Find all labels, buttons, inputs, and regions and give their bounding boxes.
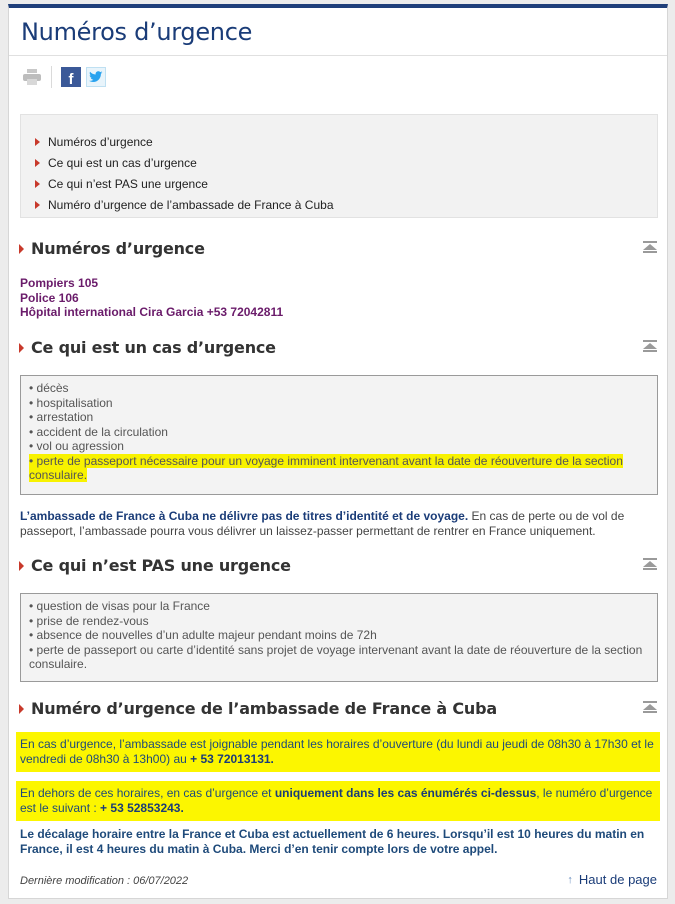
title-divider	[9, 55, 667, 56]
section-heading-pas-urgence[interactable]: Ce qui n’est PAS une urgence	[19, 556, 291, 575]
list-item: • hospitalisation	[29, 395, 113, 410]
table-of-contents	[20, 114, 658, 218]
list-item-highlighted: • perte de passeport nécessaire pour un voyage imminent intervenant avant la date de réouverture de la section consulaire.	[29, 453, 623, 482]
arrow-right-icon	[19, 704, 24, 714]
list-item: • question de visas pour la France	[29, 599, 210, 613]
toc-link-pas-urgence[interactable]: Ce qui n’est PAS une urgence	[35, 177, 208, 191]
emergency-number-police: Police 106	[20, 291, 79, 305]
highlighted-block: En cas d’urgence, l’ambassade est joignable pendant les horaires d’ouverture (du lundi au jeudi de 08h30 à 17h30 et le vendredi de 08h30 à 13h00) au + 53 72013131.	[16, 732, 660, 772]
arrow-right-icon	[19, 244, 24, 254]
collapse-icon[interactable]	[643, 241, 657, 253]
toc-link-numeros[interactable]: Numéros d’urgence	[35, 135, 153, 149]
arrow-right-icon	[35, 138, 40, 146]
page-title: Numéros d’urgence	[21, 18, 253, 46]
emergency-number-hopital: Hôpital international Cira Garcia +53 72042811	[20, 305, 284, 319]
share-separator	[51, 66, 52, 88]
non-emergency-box	[20, 593, 658, 682]
list-item: • perte de passeport ou carte d’identité sans projet de voyage intervenant avant la date de réouverture de la section consulaire.	[29, 642, 643, 671]
back-to-top-link[interactable]: ↑ Haut de page	[567, 872, 657, 887]
list-item: • décès	[29, 381, 69, 395]
time-difference-note: Le décalage horaire entre la France et Cuba est actuellement de 6 heures. Lorsqu’il est 10 heures du matin en France, il est 4 heures du matin à Cuba. Merci d’en tenir compte lors de votre appel.	[20, 827, 645, 856]
list-item: • accident de la circulation	[29, 424, 168, 439]
arrow-right-icon	[35, 180, 40, 188]
section-heading-numeros[interactable]: Numéros d’urgence	[19, 239, 205, 258]
arrow-right-icon	[19, 343, 24, 353]
arrow-right-icon	[19, 561, 24, 571]
embassy-after-hours-paragraph	[20, 781, 660, 821]
twitter-icon[interactable]	[86, 67, 106, 87]
emergency-cases-box	[20, 375, 658, 495]
arrow-right-icon	[35, 159, 40, 167]
facebook-icon[interactable]: f	[61, 67, 81, 87]
arrow-right-icon	[35, 201, 40, 209]
embassy-hours-paragraph	[20, 732, 660, 772]
toc-link-cas-urgence[interactable]: Ce qui est un cas d’urgence	[35, 156, 197, 170]
section-heading-ambassade[interactable]: Numéro d’urgence de l’ambassade de France à Cuba	[19, 699, 497, 718]
last-modified: Dernière modification : 06/07/2022	[20, 875, 189, 887]
list-item: • absence de nouvelles d’un adulte majeur pendant moins de 72h	[29, 628, 377, 642]
collapse-icon[interactable]	[643, 340, 657, 352]
article-card	[8, 4, 668, 899]
highlighted-block: En dehors de ces horaires, en cas d’urgence et uniquement dans les cas énumérés ci-dessus, le numéro d’urgence est le suivant : + 53 52853243.	[16, 781, 660, 821]
collapse-icon[interactable]	[643, 558, 657, 570]
list-item: • arrestation	[29, 410, 94, 424]
arrow-up-icon: ↑	[567, 873, 573, 886]
share-bar	[23, 66, 106, 88]
toc-link-ambassade[interactable]: Numéro d’urgence de l’ambassade de France à Cuba	[35, 198, 334, 212]
list-item: • vol ou agression	[29, 439, 124, 453]
emergency-number-pompiers: Pompiers 105	[20, 276, 99, 290]
list-item: • prise de rendez-vous	[29, 613, 149, 628]
collapse-icon[interactable]	[643, 701, 657, 713]
printer-icon[interactable]	[23, 69, 41, 85]
section-heading-cas-urgence[interactable]: Ce qui est un cas d’urgence	[19, 338, 276, 357]
passport-note: L’ambassade de France à Cuba ne délivre pas de titres d’identité et de voyage. En cas de perte ou de vol de passeport, l’ambassade pourra vous délivrer un laissez-passer permettant de rentrer en France uniquement.	[20, 509, 625, 538]
